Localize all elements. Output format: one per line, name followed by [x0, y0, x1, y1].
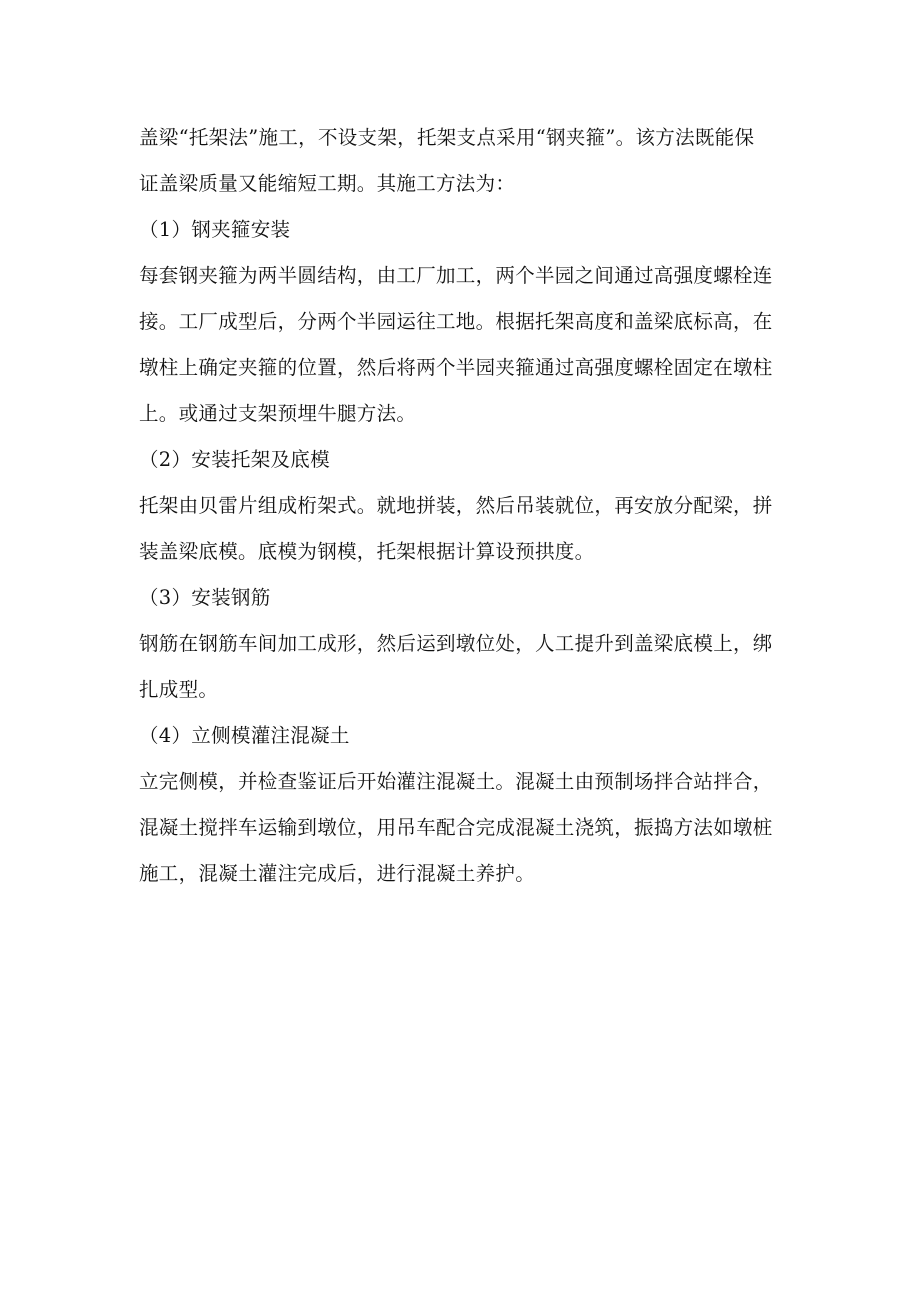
paragraph-line: 立完侧模，并检查鉴证后开始灌注混凝土。混凝土由预制场拌合站拌合，: [139, 770, 773, 793]
paragraph-line: 上。或通过支架预埋牛腿方法。: [139, 402, 417, 425]
paragraph-line: 钢筋在钢筋车间加工成形，然后运到墩位处，人工提升到盖梁底模上，绑: [139, 632, 773, 655]
section-heading: （1）钢夹箍安装: [139, 218, 291, 241]
intro-line: 盖梁“托架法”施工，不设支架，托架支点采用“钢夹箍”。该方法既能保: [139, 126, 755, 149]
section-heading: （3）安装钢筋: [139, 586, 271, 609]
section-heading: （2）安装托架及底模: [139, 448, 330, 471]
section-heading: （4）立侧模灌注混凝土: [139, 724, 350, 747]
paragraph-line: 混凝土搅拌车运输到墩位，用吊车配合完成混凝土浇筑，振捣方法如墩桩: [139, 816, 773, 839]
paragraph-line: 托架由贝雷片组成桁架式。就地拼装，然后吊装就位，再安放分配梁，拼: [139, 494, 773, 517]
paragraph-line: 扎成型。: [139, 678, 219, 701]
paragraph-line: 装盖梁底模。底模为钢模，托架根据计算设预拱度。: [139, 540, 595, 563]
intro-line: 证盖梁质量又能缩短工期。其施工方法为：: [139, 172, 516, 195]
paragraph-line: 施工，混凝土灌注完成后，进行混凝土养护。: [139, 862, 536, 885]
paragraph-line: 墩柱上确定夹箍的位置，然后将两个半园夹箍通过高强度螺栓固定在墩柱: [139, 356, 773, 379]
paragraph-line: 接。工厂成型后，分两个半园运往工地。根据托架高度和盖梁底标高，在: [139, 310, 773, 333]
paragraph-line: 每套钢夹箍为两半圆结构，由工厂加工，两个半园之间通过高强度螺栓连: [139, 264, 773, 287]
document-body: [139, 115, 839, 897]
